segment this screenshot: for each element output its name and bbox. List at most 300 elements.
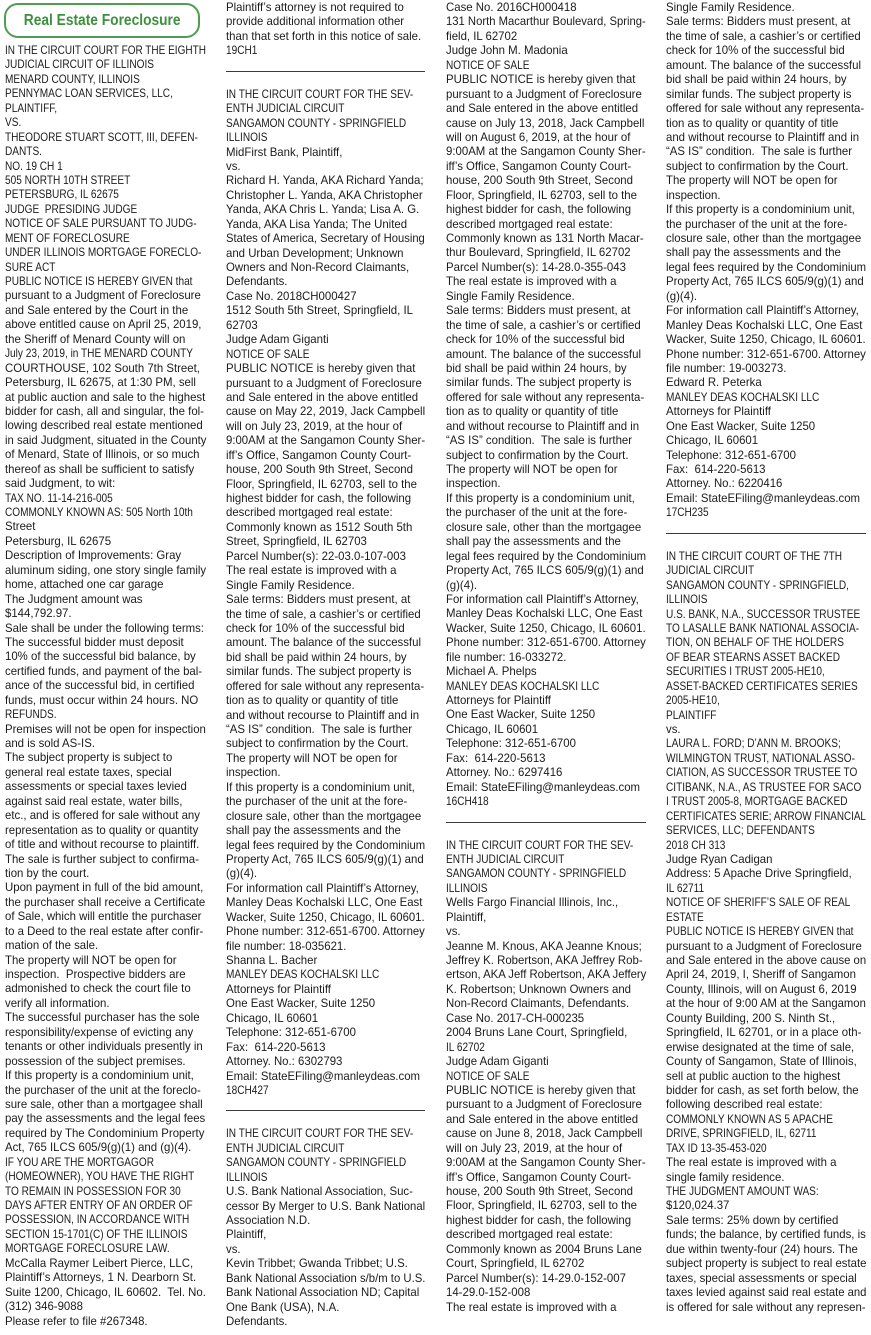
- text-line: than that set forth in this notice of sale.: [226, 28, 422, 43]
- text-line: DANTS.: [5, 144, 42, 159]
- text-line: Michael A. Phelps: [446, 664, 537, 679]
- text-line: NOTICE OF SALE: [226, 346, 310, 361]
- text-line: THEODORE STUART SCOTT, III, DEFEN-: [5, 129, 198, 144]
- text-line: Defendants.: [226, 1314, 288, 1329]
- text-line: shall pay the assessments and the: [666, 245, 841, 260]
- text-line: shall pay the assessments and the: [446, 534, 621, 549]
- text-line: legal fees required by the Condominium: [666, 259, 867, 274]
- text-line: Sale terms: 25% down by certified: [666, 1212, 839, 1227]
- text-line: bidder for cash, as set forth below, the: [666, 1082, 859, 1097]
- text-line: MENARD COUNTY, ILLINOIS: [5, 71, 140, 86]
- text-line: $120,024.37: [666, 1198, 730, 1213]
- text-line: Upon payment in full of the bid amount,: [5, 880, 204, 895]
- notice-divider: [666, 533, 866, 534]
- text-line: The successful bidder must deposit: [5, 634, 184, 649]
- notice-divider: [226, 1110, 425, 1111]
- text-line: Premises will not be open for inspection: [5, 721, 206, 736]
- text-line: legal fees required by the Condominium: [226, 837, 426, 852]
- text-line: is offered for sale without any represen-: [666, 1299, 866, 1314]
- text-line: SERVICES, LLC; DEFENDANTS: [666, 823, 815, 838]
- text-line: Floor, Springfield, IL 62703, sell to the: [446, 187, 637, 202]
- text-line: NOTICE OF SHERIFF’S SALE OF REAL: [666, 895, 851, 910]
- text-line: Petersburg, IL 62675, at 1:30 PM, sell: [5, 375, 196, 390]
- section-title: Real Estate Foreclosure: [23, 11, 181, 29]
- text-line: Suite 1200, Chicago, IL 60602. Tel. No.: [5, 1284, 206, 1299]
- text-line: NOTICE OF SALE: [446, 57, 530, 72]
- text-line: The subject property is subject to: [5, 750, 173, 765]
- text-line: MANLEY DEAS KOCHALSKI LLC: [226, 967, 380, 982]
- notice-divider: [446, 822, 646, 823]
- text-line: COMMONLY KNOWN AS: 505 North 10th: [5, 505, 193, 519]
- text-line: MidFirst Bank, Plaintiff,: [226, 144, 343, 159]
- text-line: Bank National Association ND; Capital: [226, 1285, 420, 1300]
- text-line: COURTHOUSE, 102 South 7th Street,: [5, 360, 200, 375]
- text-line: TO REMAIN IN POSSESSION FOR 30: [5, 1183, 181, 1198]
- text-line: funds; the balance, by certified funds, is: [666, 1227, 866, 1242]
- text-line: LAURA L. FORD; D’ANN M. BROOKS;: [666, 736, 841, 751]
- text-line: amount. The balance of the successful: [446, 346, 641, 361]
- text-line: Floor, Springfield, IL 62703, sell to the: [226, 476, 417, 491]
- legal-notice-text: [226, 1126, 425, 1328]
- text-line: file number: 16-033272.: [446, 649, 567, 664]
- text-line: at the hour of 9:00 AM at the Sangamon: [666, 996, 866, 1011]
- text-line: home, attached one car garage: [5, 577, 164, 592]
- text-line: Parcel Number(s): 14-29.0-152-007: [446, 1270, 626, 1285]
- text-line: of title and without recourse to plaintiff.: [5, 837, 200, 852]
- text-line: house, 200 South 9th Street, Second: [446, 1184, 633, 1198]
- text-line: taxes, special assessments or special: [666, 1270, 857, 1285]
- text-line: Plaintiff,: [446, 909, 487, 924]
- text-line: UNDER ILLINOIS MORTGAGE FORECLO-: [5, 245, 202, 260]
- legal-notice-text: [226, 87, 425, 1098]
- legal-notice-text: [5, 43, 206, 1328]
- text-line: Case No. 2017-CH-000235: [446, 1010, 585, 1025]
- text-line: the purchaser of the unit at the fore-: [446, 505, 628, 520]
- text-line: thereof as shall be sufficient to satisfy: [5, 461, 195, 476]
- text-line: iff’s Office, Sangamon County Court-: [446, 1169, 632, 1184]
- text-line: OF BEAR STEARNS ASSET BACKED: [666, 649, 841, 664]
- text-line: DAYS AFTER ENTRY OF AN ORDER OF: [5, 1198, 193, 1212]
- text-line: Address: 5 Apache Drive Springfield,: [666, 866, 852, 881]
- text-line: Email: StateEFiling@manleydeas.com: [446, 779, 641, 794]
- text-line: CERTIFICATES SERIE; ARROW FINANCIAL: [666, 808, 866, 823]
- text-line: pay the assessments and the legal fees: [5, 1111, 206, 1126]
- legal-notice-text: [446, 0, 646, 809]
- text-line: PENNYMAC LOAN SERVICES, LLC,: [5, 86, 173, 101]
- text-line: and without recourse to Plaintiff and in: [226, 707, 420, 722]
- text-line: States of America, Secretary of Housing: [226, 231, 425, 246]
- text-line: Commonly known as 131 North Macar-: [446, 231, 644, 245]
- text-line: Richard H. Yanda, AKA Richard Yanda;: [226, 173, 424, 188]
- text-line: PUBLIC NOTICE IS HEREBY GIVEN that: [5, 274, 193, 288]
- text-line: check for 10% of the successful bid: [446, 332, 625, 347]
- text-line: “AS IS” condition. The sale is further: [226, 722, 413, 736]
- text-line: similar funds. The subject property is: [666, 86, 852, 101]
- text-line: IL 62711: [666, 880, 705, 895]
- text-line: the Sheriff of Menard County will on: [5, 331, 186, 346]
- text-line: Attorneys for Plaintiff: [226, 981, 331, 996]
- text-line: offered for sale without any representa-: [666, 101, 865, 116]
- text-line: (312) 346-9088: [5, 1299, 83, 1314]
- text-line: TION, ON BEHALF OF THE HOLDERS: [666, 635, 844, 650]
- text-line: July 23, 2019, in THE MENARD COUNTY: [5, 346, 194, 361]
- text-line: etc., and is offered for sale without any: [5, 808, 200, 823]
- text-line: provide additional information other: [226, 14, 405, 29]
- text-line: TAX ID 13-35-453-020: [666, 1140, 767, 1155]
- text-line: closure sale, other than the mortgagee: [446, 519, 642, 534]
- section-header-badge: [4, 3, 200, 38]
- text-line: following described real estate:: [666, 1097, 823, 1112]
- text-line: against said real estate, water bills,: [5, 793, 183, 808]
- text-line: Case No. 2016CH000418: [446, 0, 577, 14]
- text-line: CITIBANK, N.A., AS TRUSTEE FOR SACO: [666, 779, 862, 794]
- text-line: The real estate is improved with a: [446, 274, 617, 289]
- text-line: The real estate is improved with a: [666, 1155, 837, 1170]
- text-line: PLAINTIFF,: [5, 100, 58, 115]
- text-line: $144,792.97.: [5, 606, 72, 621]
- text-line: the purchaser shall receive a Certificate: [5, 894, 206, 909]
- text-line: and Sale entered in the above entitled: [446, 1111, 639, 1126]
- column-2: [226, 0, 425, 1329]
- text-line: “AS IS” condition. The sale is further: [666, 144, 853, 159]
- text-line: ILLINOIS: [446, 880, 488, 895]
- text-line: 62703: [226, 317, 258, 332]
- text-line: Fax: 614-220-5613: [226, 1039, 326, 1054]
- text-line: aluminum siding, one story single family: [5, 562, 207, 577]
- text-line: JUDICIAL CIRCUIT OF ILLINOIS: [5, 57, 154, 72]
- text-line: VS.: [5, 115, 22, 130]
- text-line: required by The Condominium Property: [5, 1125, 205, 1140]
- text-line: NOTICE OF SALE PURSUANT TO JUDG-: [5, 216, 197, 231]
- text-line: WILMINGTON TRUST, NATIONAL ASSO-: [666, 750, 855, 765]
- text-line: mation of the sale.: [5, 938, 99, 953]
- text-line: highest bidder for cash, the following: [446, 202, 632, 217]
- text-line: of Sale, which will entitle the purchaser: [5, 909, 202, 924]
- text-line: tion as to quality or quantity of title: [446, 404, 619, 419]
- text-line: Judge Ryan Cadigan: [666, 851, 773, 866]
- text-line: and Sale entered in the above cause on: [666, 953, 867, 967]
- text-line: Attorneys for Plaintiff: [446, 693, 551, 707]
- text-line: Sale terms: Bidders must present, at: [666, 14, 851, 29]
- text-line: Telephone: 312-651-6700: [666, 447, 796, 462]
- text-line: pursuant to a Judgment of Foreclosure: [666, 938, 862, 953]
- text-line: Sale terms: Bidders must present, at: [226, 592, 411, 607]
- text-line: closure sale, other than the mortgagee: [666, 231, 862, 245]
- text-line: MENT OF FORECLOSURE: [5, 230, 130, 245]
- text-line: 2005-HE10,: [666, 693, 720, 708]
- text-line: closure sale, other than the mortgagee: [226, 808, 422, 823]
- text-line: The property will NOT be open for: [666, 173, 838, 188]
- text-line: 18CH427: [226, 1082, 269, 1097]
- text-line: (g)(4).: [666, 288, 698, 303]
- text-line: tion as to quality or quantity of title: [666, 115, 839, 130]
- text-line: cause on June 8, 2018, Jack Campbell: [446, 1126, 643, 1141]
- text-line: similar funds. The subject property is: [226, 664, 412, 679]
- text-line: the time of sale, a cashier’s or certified: [226, 606, 421, 621]
- text-line: field, IL 62702: [446, 28, 518, 43]
- text-line: in said Judgment, situated in the County: [5, 432, 207, 447]
- text-line: For information call Plaintiff’s Attorney,: [226, 880, 419, 895]
- text-line: vs.: [446, 924, 461, 939]
- text-line: erwise designated at the time of sale,: [666, 1039, 855, 1054]
- text-line: ILLINOIS: [666, 592, 708, 607]
- text-line: Court, Springfield, IL 62702: [446, 1256, 585, 1271]
- text-line: County Building, 200 S. Ninth St.,: [666, 1010, 836, 1025]
- text-line: U.S. BANK, N.A., SUCCESSOR TRUSTEE: [666, 606, 861, 621]
- text-line: MANLEY DEAS KOCHALSKI LLC: [446, 678, 600, 693]
- text-line: Owners and Non-Record Claimants,: [226, 260, 410, 274]
- text-line: tion by the court.: [5, 865, 90, 880]
- text-line: Chicago, IL 60601: [666, 433, 759, 448]
- text-line: similar funds. The subject property is: [446, 375, 632, 390]
- text-line: COMMONLY KNOWN AS 5 APACHE: [666, 1111, 833, 1126]
- text-line: Springfield, IL 62701, or in a place oth-: [666, 1025, 862, 1040]
- text-line: cause on May 22, 2019, Jack Campbell: [226, 404, 426, 419]
- text-line: NO. 19 CH 1: [5, 158, 63, 173]
- legal-notice-text: [446, 838, 646, 1314]
- text-line: lowing described real estate mentioned: [5, 418, 203, 433]
- text-line: responsibility/expense of evicting any: [5, 1024, 194, 1039]
- text-line: bid shall be paid within 24 hours, by: [226, 649, 407, 664]
- text-line: bid shall be paid within 24 hours, by: [666, 72, 847, 87]
- text-line: The successful purchaser has the sole: [5, 1010, 200, 1025]
- text-line: NOTICE OF SALE: [446, 1068, 530, 1083]
- text-line: described mortgaged real estate:: [446, 216, 613, 231]
- text-line: Defendants.: [226, 274, 288, 289]
- text-line: Single Family Residence.: [666, 0, 795, 14]
- text-line: IN THE CIRCUIT COURT FOR THE SEV-: [226, 1126, 414, 1141]
- text-line: The property will NOT be open for: [226, 750, 398, 765]
- text-line: PLAINTIFF: [666, 707, 717, 722]
- text-line: SANGAMON COUNTY - SPRINGFIELD: [226, 1155, 407, 1170]
- text-line: assessments or special taxes levied: [5, 779, 187, 794]
- text-line: and is sold AS-IS.: [5, 736, 95, 750]
- text-line: ertson, AKA Jeff Robertson, AKA Jeffery: [446, 967, 647, 982]
- text-line: Sale shall be under the following terms:: [5, 620, 204, 635]
- text-line: Attorney. No.: 6220416: [666, 476, 783, 491]
- text-line: Phone number: 312-651-6700. Attorney: [666, 346, 866, 361]
- text-line: certified funds, and payment of the bal-: [5, 663, 203, 678]
- text-line: the purchaser of the unit at the foreclo-: [5, 1082, 201, 1097]
- text-line: One East Wacker, Suite 1250: [446, 707, 596, 722]
- text-line: Chicago, IL 60601: [446, 721, 539, 736]
- text-line: the time of sale, a cashier’s or certified: [666, 28, 861, 43]
- text-line: (g)(4).: [446, 577, 478, 592]
- text-line: Christopher L. Yanda, AKA Christopher: [226, 187, 423, 202]
- text-line: possession of the subject premises.: [5, 1053, 186, 1068]
- text-line: Yanda, AKA Chris L. Yanda; Lisa A. G.: [226, 202, 420, 217]
- text-line: Case No. 2018CH000427: [226, 288, 357, 303]
- legal-notice-text: [226, 0, 425, 58]
- text-line: shall pay the assessments and the: [226, 823, 401, 838]
- text-line: described mortgaged real estate:: [446, 1227, 613, 1242]
- text-line: Judge Adam Giganti: [226, 332, 329, 347]
- text-line: Sale terms: Bidders must present, at: [446, 303, 631, 318]
- text-line: ENTH JUDICIAL CIRCUIT: [226, 1140, 345, 1155]
- text-line: subject to confirmation by the Court.: [446, 447, 629, 462]
- text-line: PUBLIC NOTICE is hereby given that: [446, 72, 636, 87]
- text-line: April 24, 2019, I, Sheriff of Sangamon: [666, 967, 856, 982]
- text-line: tion as to quality or quantity of title: [226, 693, 399, 708]
- text-line: SURE ACT: [5, 259, 56, 274]
- text-line: Email: StateEFiling@manleydeas.com: [226, 1068, 421, 1083]
- text-line: will on July 23, 2019, at the hour of: [446, 1140, 623, 1155]
- text-line: Wacker, Suite 1250, Chicago, IL 60601.: [226, 909, 425, 924]
- text-line: U.S. Bank National Association, Suc-: [226, 1184, 413, 1199]
- text-line: tenants or other individuals presently in: [5, 1039, 203, 1054]
- text-line: bidder for cash, all and singular, the fol-: [5, 403, 204, 418]
- text-line: Attorney. No.: 6302793: [226, 1054, 343, 1069]
- text-line: pursuant to a Judgment of Foreclosure: [446, 86, 642, 101]
- text-line: highest bidder for cash, the following: [226, 491, 412, 505]
- text-line: Telephone: 312-651-6700: [446, 736, 576, 751]
- text-line: check for 10% of the successful bid: [226, 620, 405, 635]
- text-line: 1512 South 5th Street, Springfield, IL: [226, 303, 413, 318]
- text-line: pursuant to a Judgment of Foreclosure: [226, 375, 422, 390]
- text-line: PETERSBURG, IL 62675: [5, 187, 119, 202]
- text-line: Non-Record Claimants, Defendants.: [446, 996, 630, 1011]
- text-line: Please refer to file #267348.: [5, 1313, 148, 1328]
- text-line: DRIVE, SPRINGFIELD, IL, 62711: [666, 1126, 817, 1141]
- text-line: One East Wacker, Suite 1250: [226, 996, 376, 1011]
- text-line: Fax: 614-220-5613: [666, 462, 766, 476]
- text-line: Attorneys for Plaintiff: [666, 404, 771, 419]
- text-line: SECTION 15-1701(C) OF THE ILLINOIS: [5, 1226, 188, 1241]
- text-line: MORTGAGE FORECLOSURE LAW.: [5, 1241, 170, 1256]
- text-line: Edward R. Peterka: [666, 375, 762, 390]
- text-line: ENTH JUDICIAL CIRCUIT: [446, 851, 565, 866]
- text-line: ENTH JUDICIAL CIRCUIT: [226, 101, 345, 116]
- text-line: McCalla Raymer Leibert Pierce, LLC,: [5, 1255, 194, 1270]
- text-line: due within twenty-four (24) hours. The: [666, 1241, 858, 1256]
- text-line: If this property is a condominium unit,: [666, 202, 855, 217]
- text-line: and Sale entered in the above entitled: [446, 101, 639, 116]
- text-line: IN THE CIRCUIT COURT FOR THE SEV-: [446, 837, 634, 852]
- text-line: Jeanne M. Knous, AKA Jeanne Knous;: [446, 938, 642, 953]
- text-line: ESTATE: [666, 909, 704, 924]
- text-line: “AS IS” condition. The sale is further: [446, 433, 633, 448]
- text-line: Telephone: 312-651-6700: [226, 1025, 356, 1040]
- text-line: The sale is further subject to confirma-: [5, 851, 199, 866]
- text-line: Association N.D.: [226, 1213, 311, 1227]
- text-line: the time of sale, a cashier’s or certified: [446, 317, 641, 332]
- text-line: Yanda, AKA Lisa Yanda; The United: [226, 216, 408, 231]
- text-line: Judge John M. Madonia: [446, 43, 568, 58]
- text-line: Manley Deas Kochalski LLC, One East: [666, 317, 863, 332]
- text-line: Manley Deas Kochalski LLC, One East: [226, 895, 423, 910]
- text-line: Commonly known as 1512 South 5th: [226, 519, 413, 534]
- text-line: funds, must occur within 24 hours. NO: [5, 692, 199, 707]
- text-line: of Menard, State of Illinois, or so much: [5, 447, 200, 462]
- text-line: to a Deed to the real estate after confir-: [5, 923, 204, 938]
- text-line: Chicago, IL 60601: [226, 1010, 319, 1025]
- text-line: above entitled cause on April 25, 2019,: [5, 317, 202, 332]
- text-line: legal fees required by the Condominium: [446, 548, 647, 563]
- text-line: Act, 765 ILCS 605/9(g)(1) and (g)(4).: [5, 1140, 192, 1155]
- text-line: amount. The balance of the successful: [666, 57, 861, 72]
- text-line: For information call Plaintiff’s Attorney,: [446, 591, 639, 606]
- text-line: 131 North Macarthur Boulevard, Spring-: [446, 14, 646, 29]
- text-line: The property will NOT be open for: [5, 952, 177, 967]
- text-line: check for 10% of the successful bid: [666, 43, 845, 58]
- text-line: If this property is a condominium unit,: [226, 779, 415, 794]
- text-line: If this property is a condominium unit,: [5, 1068, 194, 1083]
- text-line: and Sale entered by the Court in the: [5, 302, 189, 317]
- text-line: Kevin Tribbet; Gwanda Tribbet; U.S.: [226, 1256, 408, 1271]
- text-line: Manley Deas Kochalski LLC, One East: [446, 606, 643, 621]
- text-line: SANGAMON COUNTY - SPRINGFIELD,: [666, 577, 849, 592]
- text-line: single family residence.: [666, 1169, 785, 1184]
- text-line: If this property is a condominium unit,: [446, 490, 635, 505]
- text-line: described mortgaged real estate:: [226, 505, 393, 520]
- text-line: SECURITIES I TRUST 2005-HE10,: [666, 664, 825, 679]
- text-line: inspection.: [226, 765, 281, 780]
- text-line: ILLINOIS: [226, 130, 268, 145]
- column-1: [5, 43, 206, 1328]
- text-line: the purchaser of the unit at the fore-: [666, 216, 848, 231]
- text-line: Street: [5, 519, 36, 534]
- text-line: SANGAMON COUNTY - SPRINGFIELD: [226, 115, 407, 130]
- text-line: Floor, Springfield, IL 62703, sell to the: [446, 1198, 637, 1213]
- text-line: ance of the successful bid, in certified: [5, 678, 195, 693]
- text-line: 16CH418: [446, 794, 489, 809]
- text-line: Parcel Number(s): 22-03.0-107-003: [226, 548, 406, 563]
- text-line: I TRUST 2005-8, MORTGAGE BACKED: [666, 794, 848, 809]
- text-line: Description of Improvements: Gray: [5, 548, 182, 563]
- text-line: PUBLIC NOTICE IS HEREBY GIVEN that: [666, 924, 854, 939]
- text-line: (g)(4).: [226, 866, 258, 881]
- text-line: Email: StateEFiling@manleydeas.com: [666, 490, 861, 505]
- text-line: The Judgment amount was: [5, 591, 143, 606]
- text-line: Property Act, 765 ILCS 605/9(g)(1) and: [226, 851, 424, 866]
- text-line: PUBLIC NOTICE is hereby given that: [446, 1082, 636, 1097]
- text-line: (HOMEOWNER), YOU HAVE THE RIGHT: [5, 1169, 195, 1184]
- text-line: file number: 18-035621.: [226, 938, 347, 953]
- text-line: THE JUDGMENT AMOUNT WAS:: [666, 1184, 819, 1198]
- text-line: JUDICIAL CIRCUIT: [666, 563, 755, 578]
- text-line: iff’s Office, Sangamon County Court-: [226, 447, 412, 462]
- text-line: subject to confirmation by the Court.: [666, 158, 849, 173]
- text-line: SANGAMON COUNTY - SPRINGFIELD: [446, 866, 627, 881]
- text-line: and without recourse to Plaintiff and in: [666, 129, 860, 144]
- text-line: Fax: 614-220-5613: [446, 750, 546, 765]
- text-line: said Judgment, to wit:: [5, 476, 116, 491]
- text-line: vs.: [226, 158, 241, 173]
- text-line: Petersburg, IL 62675: [5, 533, 112, 548]
- text-line: Single Family Residence.: [226, 577, 355, 592]
- text-line: Attorney. No.: 6297416: [446, 765, 563, 780]
- text-line: Wells Fargo Financial Illinois, Inc.,: [446, 895, 619, 910]
- text-line: sure sale, other than a mortgagee shall: [5, 1096, 203, 1111]
- text-line: will on July 23, 2019, at the hour of: [226, 418, 403, 433]
- text-line: 14-29.0-152-008: [446, 1285, 531, 1300]
- text-line: For information call Plaintiff’s Attorney,: [666, 303, 859, 318]
- text-line: Judge Adam Giganti: [446, 1054, 549, 1069]
- text-line: Parcel Number(s): 14-28.0-355-043: [446, 259, 626, 274]
- text-line: County, Illinois, will on August 6, 2019: [666, 981, 857, 996]
- text-line: The property will NOT be open for: [446, 462, 618, 476]
- text-line: ASSET-BACKED CERTIFICATES SERIES: [666, 678, 858, 693]
- text-line: One East Wacker, Suite 1250: [666, 418, 816, 433]
- text-line: highest bidder for cash, the following: [446, 1212, 632, 1227]
- text-line: at public auction and sale to the highest: [5, 389, 206, 404]
- text-line: inspection.: [666, 187, 721, 202]
- text-line: pursuant to a Judgment of Foreclosure: [5, 288, 201, 303]
- text-line: cessor By Merger to U.S. Bank National: [226, 1198, 426, 1213]
- text-line: 9:00AM at the Sangamon County Sher-: [446, 1155, 646, 1170]
- text-line: the purchaser of the unit at the fore-: [226, 794, 408, 809]
- text-line: 9:00AM at the Sangamon County Sher-: [226, 433, 426, 448]
